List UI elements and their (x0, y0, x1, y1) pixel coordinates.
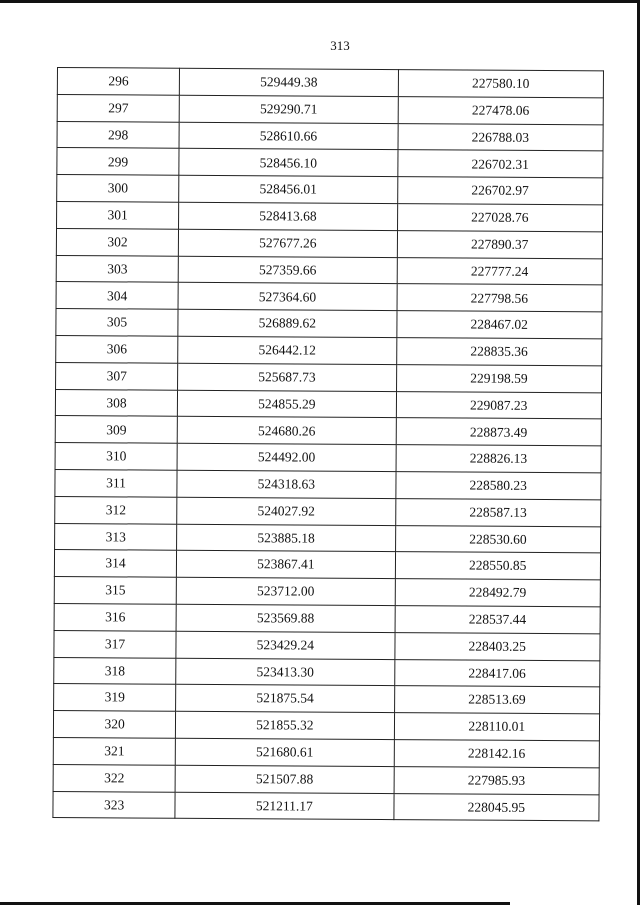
point-id-cell: 317 (54, 630, 176, 658)
point-id-cell: 323 (53, 791, 175, 819)
y-coordinate-cell: 227890.37 (397, 230, 603, 258)
y-coordinate-cell: 228417.06 (394, 659, 600, 687)
y-coordinate-cell: 228403.25 (394, 632, 600, 660)
y-coordinate-cell: 227580.10 (398, 70, 604, 98)
x-coordinate-cell: 521855.32 (176, 711, 395, 739)
x-coordinate-cell: 527364.60 (178, 283, 397, 311)
table-row (54, 550, 600, 580)
y-coordinate-cell: 227798.56 (397, 284, 603, 312)
point-id-cell: 314 (54, 550, 176, 578)
point-id-cell: 321 (53, 737, 175, 765)
x-coordinate-cell: 525687.73 (178, 363, 397, 391)
x-coordinate-cell: 527359.66 (178, 256, 397, 284)
table-row (53, 791, 599, 821)
point-id-cell: 300 (57, 175, 179, 203)
point-id-cell: 309 (55, 416, 177, 444)
table-row (57, 201, 603, 231)
table-row (56, 309, 602, 339)
x-coordinate-cell: 529449.38 (180, 68, 399, 96)
x-coordinate-cell: 523712.00 (176, 577, 395, 605)
x-coordinate-cell: 523429.24 (176, 631, 395, 659)
y-coordinate-cell: 228110.01 (394, 713, 600, 741)
point-id-cell: 319 (54, 684, 176, 712)
x-coordinate-cell: 529290.71 (179, 95, 398, 123)
x-coordinate-cell: 524492.00 (177, 443, 396, 471)
point-id-cell: 312 (55, 496, 177, 524)
y-coordinate-cell: 229198.59 (396, 364, 602, 392)
point-id-cell: 306 (56, 335, 178, 363)
point-id-cell: 318 (54, 657, 176, 685)
point-id-cell: 320 (53, 711, 175, 739)
table-row (54, 684, 600, 714)
point-id-cell: 310 (55, 443, 177, 471)
x-coordinate-cell: 528456.10 (179, 149, 398, 177)
y-coordinate-cell: 228835.36 (396, 338, 602, 366)
table-row (56, 335, 602, 365)
point-id-cell: 304 (56, 282, 178, 310)
x-coordinate-cell: 521507.88 (175, 765, 394, 793)
y-coordinate-cell: 228873.49 (396, 418, 602, 446)
x-coordinate-cell: 523569.88 (176, 604, 395, 632)
x-coordinate-cell: 524027.92 (177, 497, 396, 525)
y-coordinate-cell: 228826.13 (396, 445, 602, 473)
x-coordinate-cell: 526442.12 (178, 336, 397, 364)
table-row (55, 389, 601, 419)
y-coordinate-cell: 228530.60 (395, 525, 601, 553)
y-coordinate-cell: 228142.16 (394, 739, 600, 767)
table-row (56, 282, 602, 312)
point-id-cell: 307 (56, 362, 178, 390)
y-coordinate-cell: 228580.23 (395, 472, 601, 500)
x-coordinate-cell: 528413.68 (179, 202, 398, 230)
y-coordinate-cell: 228587.13 (395, 498, 601, 526)
point-id-cell: 305 (56, 309, 178, 337)
y-coordinate-cell: 227985.93 (394, 766, 600, 794)
point-id-cell: 296 (57, 68, 179, 96)
table-row (53, 737, 599, 767)
table-row (55, 523, 601, 553)
x-coordinate-cell: 527677.26 (179, 229, 398, 257)
table-row (55, 469, 601, 499)
x-coordinate-cell: 521211.17 (175, 792, 394, 820)
table-row (53, 711, 599, 741)
point-id-cell: 301 (57, 201, 179, 229)
y-coordinate-cell: 228513.69 (394, 686, 600, 714)
table-row (57, 94, 603, 124)
x-coordinate-cell: 524318.63 (177, 470, 396, 498)
point-id-cell: 311 (55, 469, 177, 497)
y-coordinate-cell: 226788.03 (398, 123, 604, 151)
table-row (54, 603, 600, 633)
table-row (54, 577, 600, 607)
table-body (53, 68, 604, 822)
table-row (57, 121, 603, 151)
y-coordinate-cell: 228492.79 (395, 579, 601, 607)
y-coordinate-cell: 227028.76 (397, 204, 603, 232)
table-row (57, 68, 603, 98)
table-row (54, 657, 600, 687)
table-row (56, 228, 602, 258)
y-coordinate-cell: 228467.02 (396, 311, 602, 339)
x-coordinate-cell: 528610.66 (179, 122, 398, 150)
point-id-cell: 302 (56, 228, 178, 256)
x-coordinate-cell: 523413.30 (176, 658, 395, 686)
point-id-cell: 316 (54, 603, 176, 631)
x-coordinate-cell: 528456.01 (179, 175, 398, 203)
point-id-cell: 322 (53, 764, 175, 792)
table-row (53, 764, 599, 794)
table-row (55, 496, 601, 526)
table-row (55, 416, 601, 446)
point-id-cell: 297 (57, 94, 179, 122)
table-row (55, 443, 601, 473)
point-id-cell: 298 (57, 121, 179, 149)
y-coordinate-cell: 226702.97 (397, 177, 603, 205)
x-coordinate-cell: 523867.41 (177, 551, 396, 579)
x-coordinate-cell: 523885.18 (177, 524, 396, 552)
y-coordinate-cell: 228550.85 (395, 552, 601, 580)
coordinate-table (52, 67, 604, 822)
y-coordinate-cell: 227478.06 (398, 96, 604, 124)
point-id-cell: 299 (57, 148, 179, 176)
x-coordinate-cell: 521875.54 (176, 685, 395, 713)
point-id-cell: 308 (55, 389, 177, 417)
x-coordinate-cell: 526889.62 (178, 309, 397, 337)
table-row (57, 148, 603, 178)
y-coordinate-cell: 228537.44 (395, 606, 601, 634)
point-id-cell: 303 (56, 255, 178, 283)
y-coordinate-cell: 226702.31 (397, 150, 603, 178)
y-coordinate-cell: 228045.95 (394, 793, 600, 821)
y-coordinate-cell: 229087.23 (396, 391, 602, 419)
table-row (54, 630, 600, 660)
y-coordinate-cell: 227777.24 (397, 257, 603, 285)
x-coordinate-cell: 521680.61 (175, 738, 394, 766)
point-id-cell: 313 (55, 523, 177, 551)
x-coordinate-cell: 524855.29 (178, 390, 397, 418)
point-id-cell: 315 (54, 577, 176, 605)
table-row (57, 175, 603, 205)
x-coordinate-cell: 524680.26 (177, 417, 396, 445)
table-row (56, 362, 602, 392)
table-row (56, 255, 602, 285)
page-number: 313 (330, 38, 350, 53)
scan-border-top (0, 0, 640, 3)
